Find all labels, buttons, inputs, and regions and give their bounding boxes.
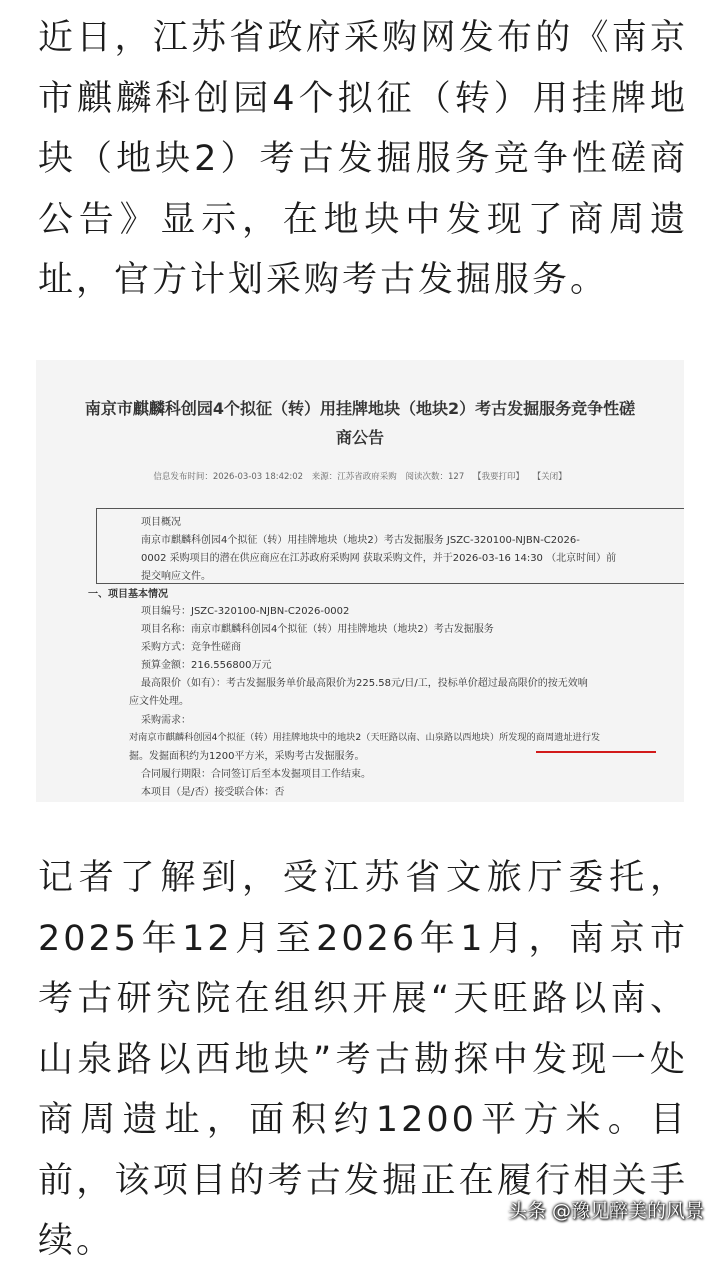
highlight-underline [536,751,656,753]
close-link[interactable]: 【关闭】 [532,472,567,482]
notice-source: 来源：江苏省政府采购 [311,472,397,482]
print-link[interactable]: 【我要打印】 [472,472,524,482]
requirement-line-2: 掘。发掘面积约为1200平方米，采购考古发掘服务。 [129,751,365,762]
publish-time: 信息发布时间：2026-03-03 18:42:02 [153,472,304,482]
watermark: 头条 @豫见醉美的风景 [507,1200,704,1222]
project-number: 项目编号：JSZC-320100-NJBN-C2026-0002 [141,606,350,617]
project-name: 项目名称：南京市麒麟科创园4个拟征（转）用挂牌地块（地块2）考古发掘服务 [141,624,494,635]
notice-title [36,394,684,452]
article-paragraph-1: 近日，江苏省政府采购网发布的《南京市麒麟科创园4个拟征（转）用挂牌地块（地块2）考古发掘服务竞争性磋商公告》显示，在地块中发现了商周遗址，官方计划采购考古发掘服务。 [38,18,688,300]
budget-amount: 预算金额：216.556800万元 [141,660,272,671]
max-price-line-1: 最高限价（如有）：考古发掘服务单价最高限价为225.58元/日/工，投标单价超过最高限价的按无效响 [141,678,588,689]
requirement-label: 采购需求： [141,715,191,726]
section-heading: 一、项目基本情况 [88,589,168,600]
procurement-notice-screenshot [36,360,684,802]
contract-period: 合同履行期限：合同签订后至本发掘项目工作结束。 [141,769,371,780]
requirement-line-1: 对南京市麒麟科创园4个拟征（转）用挂牌地块中的地块2（天旺路以南、山泉路以西地块）所发现的商周遗址进行发 [129,732,601,743]
notice-title-line-1: 南京市麒麟科创园4个拟征（转）用挂牌地块（地块2）考古发掘服务竞争性磋 [84,399,636,418]
consortium-acceptance: 本项目（是/否）接受联合体：否 [141,787,285,798]
overview-line-1: 南京市麒麟科创园4个拟征（转）用挂牌地块（地块2）考古发掘服务 JSZC-320100-NJBN-C2026- [141,535,580,546]
notice-meta [36,470,684,482]
max-price-line-2: 应文件处理。 [129,696,189,707]
overview-line-2: 0002 采购项目的潜在供应商应在江苏政府采购网 获取采购文件，并于2026-03-16 14:30 （北京时间）前 [141,553,617,564]
procurement-method: 采购方式：竞争性磋商 [141,642,241,653]
view-count: 阅读次数：127 [405,472,465,482]
overview-heading: 项目概况 [141,517,181,528]
article-paragraph-2: 记者了解到，受江苏省文旅厅委托，2025年12月至2026年1月，南京市考古研究院在组织开展“天旺路以南、山泉路以西地块”考古勘探中发现一处商周遗址，面积约1200平方米。目前，该项目的考古发掘正在履行相关手续。 [38,858,688,1261]
notice-title-line-2: 商公告 [335,428,384,447]
overview-line-3: 提交响应文件。 [141,571,211,582]
